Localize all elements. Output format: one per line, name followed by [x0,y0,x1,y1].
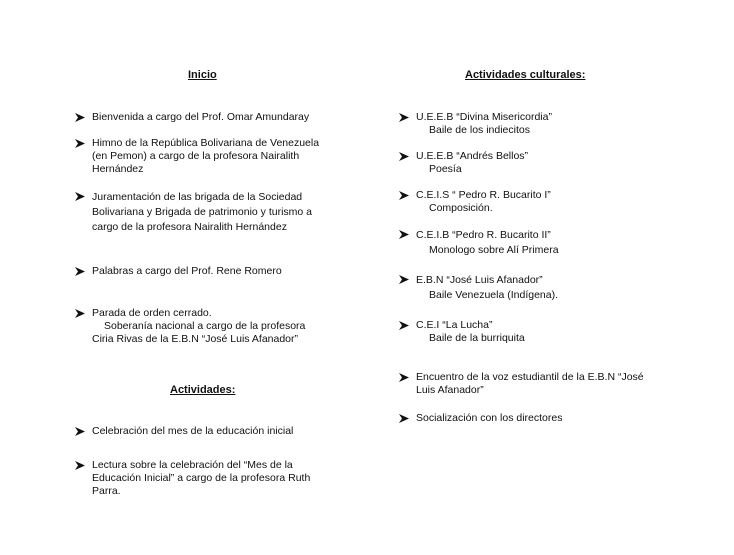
activity-item-line: Parra. [92,485,121,497]
arrow-bullet-icon [75,265,85,276]
program-item-line: Himno de la República Bolivariana de Venezuela [92,137,320,149]
cultural-item [416,150,528,176]
arrow-bullet-icon [75,459,85,470]
cultural-item-school: U.E.E.B “Divina Misericordia” [416,111,552,123]
arrow-bullet-icon [399,228,409,239]
heading-actividades-culturales: Actividades culturales: [465,69,586,81]
arrow-bullet-icon [399,412,409,423]
arrow-bullet-icon [399,371,409,382]
heading-inicio: Inicio [188,69,217,81]
program-item-line: Juramentación de las brigada de la Sociedad [92,191,303,203]
arrow-bullet-icon [75,425,85,436]
arrow-bullet-icon [399,189,409,200]
arrow-bullet-icon [399,319,409,330]
program-item-line: Bolivariana y Brigada de patrimonio y turismo a [92,206,313,218]
cultural-item-line: Encuentro de la voz estudiantil de la E.B.N “José [416,371,644,383]
activity-item-line: Lectura sobre la celebración del “Mes de la [92,459,293,471]
cultural-item-performance: Poesía [429,163,462,175]
activity-item [92,459,310,498]
cultural-item-line: Socialización con los directores [416,412,563,424]
activity-item [92,425,293,438]
cultural-item [416,319,525,345]
program-item [92,265,282,278]
program-item-line: Soberanía nacional a cargo de la profesora [104,320,306,332]
arrow-bullet-icon [399,150,409,161]
arrow-bullet-icon [399,111,409,122]
program-item [92,137,319,176]
heading-actividades: Actividades: [170,384,236,396]
cultural-item [416,189,551,215]
cultural-item-school: C.E.I “La Lucha” [416,319,493,331]
program-item-line: Hernández [92,163,144,175]
cultural-item-school: E.B.N “José Luis Afanador” [416,274,543,286]
program-item-line: (en Pemon) a cargo de la profesora Nairalith [92,150,300,162]
program-item-line: Palabras a cargo del Prof. Rene Romero [92,265,282,277]
cultural-item-school: C.E.I.S “ Pedro R. Bucarito I” [416,189,551,201]
activity-item-line: Celebración del mes de la educación inicial [92,425,294,437]
arrow-bullet-icon [75,111,85,122]
cultural-item [416,273,558,303]
program-item [92,111,309,124]
cultural-item-school: U.E.E.B “Andrés Bellos” [416,150,529,162]
cultural-item-performance: Composición. [429,202,493,214]
program-item-line: Ciria Rivas de la E.B.N “José Luis Afanador” [92,333,299,345]
program-item-line: cargo de la profesora Nairalith Hernández [92,221,287,233]
cultural-item-performance: Baile Venezuela (Indígena). [429,289,559,301]
cultural-item-performance: Baile de los indiecitos [429,124,530,136]
program-item [92,190,312,235]
cultural-item-performance: Monologo sobre Alí Primera [429,244,559,256]
arrow-bullet-icon [75,190,85,201]
cultural-item-performance: Baile de la burriquita [429,332,525,344]
arrow-bullet-icon [75,137,85,148]
arrow-bullet-icon [399,273,409,284]
cultural-item [416,111,552,137]
cultural-item [416,371,644,397]
program-item-line: Bienvenida a cargo del Prof. Omar Amundaray [92,111,310,123]
cultural-item-line: Luis Afanador” [416,384,484,396]
arrow-bullet-icon [75,307,85,318]
cultural-item [416,412,563,425]
program-item-line: Parada de orden cerrado. [92,307,212,319]
program-item [92,307,305,346]
cultural-item [416,228,559,258]
cultural-item-school: C.E.I.B “Pedro R. Bucarito II” [416,229,551,241]
activity-item-line: Educación Inicial” a cargo de la profesora Ruth [92,472,311,484]
